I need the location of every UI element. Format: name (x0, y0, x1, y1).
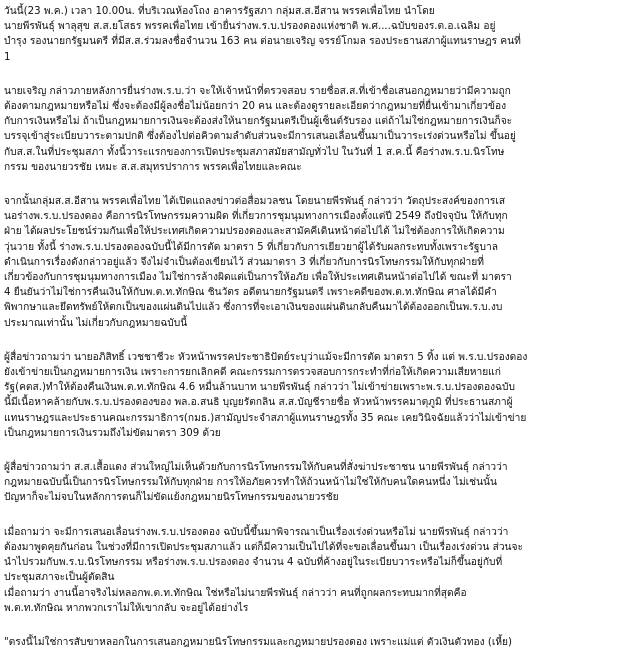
paragraph-intro: วันนี้(23 พ.ค.) เวลา 10.00น. ที่บริเวณห้องโถง อาคารรัฐสภา กลุ่มส.ส.อีสาน พรรคเพื่อไทย นำโดย นายพีรพันธ์ุ พาลุสุข ส.ส.ยโสธร พรรคเพื่อไทย เข้ายื่นร่างพ.ร.บ.ปรองดองแห่งชาติ พ.ศ....ฉบับของร.ต.อ.เฉลิม อยู่ บำรุง รองนายกรัฐมนตรี ที่มีส.ส.ร่วมลงชื่อจำนวน 163 คน ต่อนายเจริญ จรรย์โกมล รองประธานสภาผู้แทนราษฎร คนที่ 1 (4, 6, 521, 63)
paragraph-quote: "ตรงนี้ไม่ใช่การสับขาหลอกในการเสนอกฎหมายนิรโทษกรรมและกฎหมายปรองดอง เพราะแม่แต่ ตัวเงินตัวทอง (เหี้ย) (4, 636, 512, 648)
paragraph-question-red-shirts: ผู้สื่อข่าวถามว่า ส.ส.เสื้อแดง ส่วนใหญ่ไม่เห็นด้วยกับการนิรโทษกรรมให้กับคนที่สั่งฆ่าประชาชน นายพีรพันธ์ุ กล่าวว่า กฎหมายฉบับนี้เป็นการนิรโทษกรรมให้กับทุกฝ่าย การให้อภัยควรทำให้ถ้วนหน้าไม่ใช่ให้กับคนใดคนหนึ่ง ไม่เช่นนั้น ปัญหาก็จะไม่จบในหลักการตนก็ไม่ขัดแย้งกฎหมายนิรโทษกรรมของนายวรชัย (4, 462, 508, 504)
paragraph-press-conference: จากนั้นกลุ่มส.ส.อีสาน พรรคเพื่อไทย ได้เปิดแถลงข่าวต่อสื่อมวลชน โดยนายพีรพันธ์ุ กล่าวว่า วัตถุประสงค์ของการเส นอร่างพ.ร.บ.ปรองดอง คือการนิรโทษกรรมความผิด ที่เกี่ยวการชุมนุมทางการเมืองตั้งแต่ปี 2549 ถึงปัจจุบัน ให้กับทุก ฝ่าย ได้ผลประโยชน์ร่วมกันเพื่อให้ประเทศเกิดความปรองดองและสามัคคีเดินหน้าต่อไปได้ ไม่ใช่ต้องการให้เกิดความ วุ่นวาย ทั้งนี้ ร่างพ.ร.บ.ปรองดองฉบับนี้ได้มีการตัด มาตรา 5 ที่เกี่ยวกับการเยียวยาผู้ได้รับผลกระทบทั้งเพราะรัฐบาล ดำเนินการเรื่องดังกล่าวอยู่แล้ว จึงไม่จำเป็นต้องเขียนไว้ ส่วนมาตรา 3 ที่เกี่ยวกับการนิรโทษกรรมให้กับทุกฝ่ายที่ เกี่ยวข้องกับการชุมนุมทางการเมือง ไม่ใช่การล้างผิดแต่เป็นการให้อภัย เพื่อให้ประเทศเดินหน้าต่อไปได้ ขณะที่ มาตรา 4 ยืนยันว่าไม่ใช่การคืนเงินให้กับพ.ต.ท.ทักษิณ ชินวัตร อดีตนายกรัฐมนตรี เพราะคดีของพ.ต.ท.ทักษิณ ศาลได้มีคำ พิพากษาและยึดทรัพย์ให้ตกเป็นของแผ่นดินไปแล้ว ซึ่งการที่จะเอาเงินของแผ่นดินกลับคืนมาได้ต้องออกเป็นพ.ร.บ.งบ ประมาณเท่านั้น ไม่เกี่ยวกับกฎหมายฉบับนี้ (4, 196, 512, 329)
paragraph-charoen-statement: นายเจริญ กล่าวภายหลังการยื่นร่างพ.ร.บ.ว่า จะให้เจ้าหน้าที่ตรวจสอบ รายชื่อส.ส.ที่เข้าชื่อเสนอกฎหมายว่ามีความถูก ต้องตามกฎหมายหรือไม่ ซึ่งจะต้องมีผู้ลงชื่อไม่น้อยกว่า 20 คน และต้องดูรายละเอียดว่ากฎหมายที่ยื่นเข้ามาเกี่ยวข้อง กับการเงินหรือไม่ ถ้าเป็นกฎหมายการเงินจะต้องส่งให้นายกรัฐมนตรีเป็นผู้เซ็นต์รับรอง แต่ถ้าไม่ใช่กฎหมายการเงินก็จะ บรรจุเข้าสู่ระเบียบวาระตามปกติ ซึ่งต้องไปต่อคิวตามลำดับส่วนจะมีการเสนอเลื่อนขึ้นมาเป็นวาระเร่งด่วนหรือไม่ ขึ้นอยู่ กับส.ส.ในที่ประชุมสภา ทั้งนี้วาระแรกของการเปิดประชุมสภาสมัยสามัญทั่วไป ในวันที่ 1 ส.ค.นี้ คือร่างพ.ร.บ.นิรโทษ กรรม ของนายวรชัย เหมะ ส.ส.สมุทรปราการ พรรคเพื่อไทยและคณะ (4, 85, 516, 173)
paragraph-question-urgent: เมื่อถามว่า จะมีการเสนอเลื่อนร่างพ.ร.บ.ปรองดอง ฉบับนี้ขึ้นมาพิจารณาเป็นเรื่องเร่งด่วนหรือไม่ นายพีรพันธ์ุ กล่าวว่า ต้องมาพูดคุยกันก่อน ในช่วงที่มีการเปิดประชุมสภาแล้ว แต่ก็มีความเป็นไปได้ที่จะขอเลื่อนขึ้นมา เป็นเรื่องเร่งด่วน ส่วนจะ นำไปรวมกับพ.ร.บ.นิรโทษกรรม หรือร่างพ.ร.บ.ปรองดอง จำนวน 4 ฉบับที่ค้างอยู่ในระเบียบวาระหรือไม่ก็ขึ้นอยู่กับที่ ประชุมสภาจะเป็นผู้ตัดสิน เมื่อถามว่า งานนี้อาจริงไม่หลอกพ.ต.ท.ทักษิณ ใช่หรือไม่นายพีรพันธ์ุ กล่าวว่า คนที่ถูกผลกระทบมากที่สุดคือ พ.ต.ท.ทักษิณ หากพวกเราไม่ให้เขากลับ จะอยู่ได้อย่างไร (4, 526, 523, 614)
paragraph-question-abhisit: ผู้สื่อข่าวถามว่า นายอภิสิทธิ์ เวชชาชีวะ หัวหน้าพรรคประชาธิปัตย์ระบุว่าแม้จะมีการตัด มาตรา 5 ทิ้ง แต่ พ.ร.บ.ปรองดอง ยังเข้าข่ายเป็นกฎหมายการเงิน เพราะการยกเลิกคดี คณะกรรมการตรวจสอบการกระทำที่ก่อให้เกิดความเสียหายแก่ รัฐ(คตส.)ทำให้ต้องคืนเงินพ.ต.ท.ทักษิณ 4.6 หมื่นล้านบาท นายพีรพันธ์ุ กล่าวว่า ไม่เข้าข่ายเพราะพ.ร.บ.ปรองดองฉบับ นี้มีเนื้อหาคล้ายกับพ.ร.บ.ปรองดองของ พล.อ.สนธิ บุญยรัตกลิน ส.ส.บัญชีรายชื่อ หัวหน้าพรรคมาตุภูมิ ที่ประธานสภาผู้ แทนราษฎรและประธานคณะกรรมาธิการ(กมธ.)สามัญประจำสภาผู้แทนราษฎรทั้ง 35 คณะ เคยวินิจฉัยแล้วว่าไม่เข้าข่าย เป็นกฎหมายการเงินรวมถึงไม่ขัดมาตรา 309 ด้วย (4, 351, 528, 439)
